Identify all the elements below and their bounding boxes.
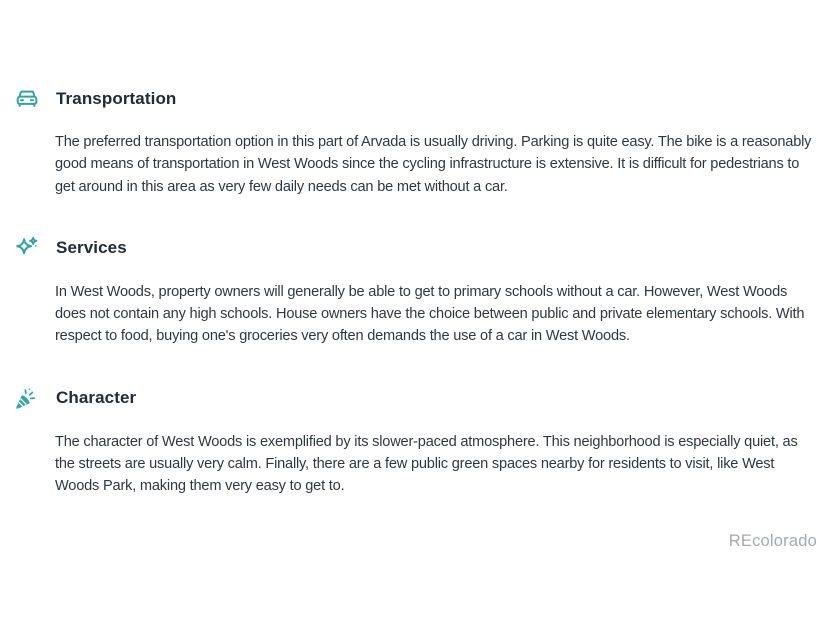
section-title: Character — [56, 388, 137, 408]
section-services — [12, 234, 814, 348]
section-title: Services — [56, 238, 127, 258]
section-title: Transportation — [56, 88, 177, 108]
section-body: The preferred transportation option in this part of Arvada is usually driving. Parking is quite easy. The bike is a reasonably good means of transportation in West Woods since the cycling infrastructure is extensive. It is difficult for pedestrians to get around in this area as very few daily needs can be met without a car. — [55, 134, 812, 195]
party-popper-icon — [12, 384, 41, 413]
neighborhood-sections — [12, 84, 814, 498]
recolorado-watermark: REcolorado — [728, 532, 817, 550]
section-transportation-header — [12, 84, 814, 113]
section-transportation — [12, 84, 814, 198]
section-character — [12, 384, 814, 498]
section-character-header — [12, 384, 814, 413]
section-services-header — [12, 234, 814, 263]
car-front-icon — [12, 84, 41, 113]
sparkles-icon — [12, 234, 41, 263]
section-body: In West Woods, property owners will generally be able to get to primary schools without a car. However, West Woods does not contain any high schools. House owners have the choice between public and private elementary schools. With respect to food, buying one's groceries very often demands the use of a car in West Woods. — [55, 283, 805, 345]
section-body: The character of West Woods is exemplified by its slower-paced atmosphere. This neighborhood is especially quiet, as the streets are usually very calm. Finally, there are a few public green spaces nearby for residents to visit, like West Woods Park, making them very easy to get to. — [55, 433, 798, 495]
